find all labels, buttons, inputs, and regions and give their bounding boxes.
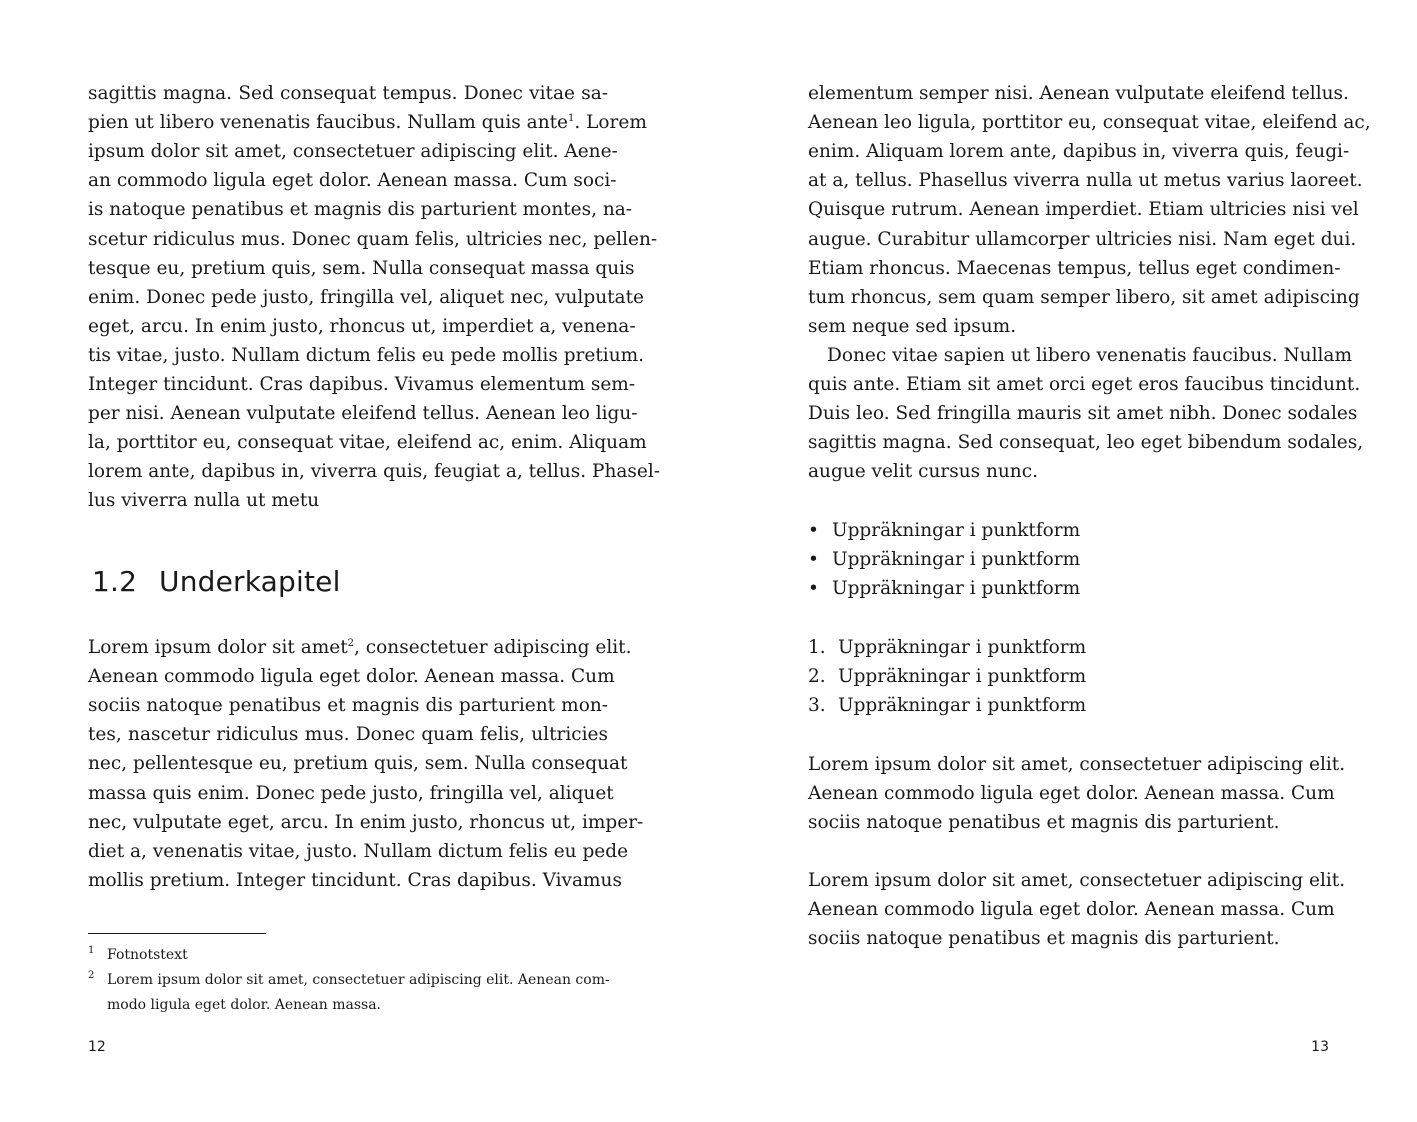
footnote-text: Lorem ipsum dolor sit amet, consectetuer adipiscing elit. Aenean com- (107, 972, 610, 988)
footnote-reference[interactable]: 1 (568, 112, 575, 124)
text-line: Duis leo. Sed fringilla mauris sit amet nibh. Donec sodales (808, 403, 1358, 425)
text-line: sociis natoque penatibus et magnis dis parturient mon- (88, 695, 608, 717)
text-line: Aenean commodo ligula eget dolor. Aenean massa. Cum (808, 899, 1335, 921)
bullet-icon: • (808, 549, 819, 570)
text-line: tum rhoncus, sem quam semper libero, sit amet adipiscing (808, 286, 1360, 308)
text-line: tis vitae, justo. Nullam dictum felis eu pede mollis pretium. (88, 344, 645, 366)
text-line: pien ut libero venenatis faucibus. Nullam quis ante$^1$. Lorem (88, 112, 647, 134)
text-line: enim. Donec pede justo, fringilla vel, aliquet nec, vulputate (88, 286, 644, 308)
text-line: enim. Aliquam lorem ante, dapibus in, viverra quis, feugi- (808, 141, 1350, 163)
text-line: is natoque penatibus et magnis dis parturient montes, na- (88, 199, 633, 221)
text-line: sagittis magna. Sed consequat tempus. Donec vitae sa- (88, 83, 608, 104)
text-line: tesque eu, pretium quis, sem. Nulla consequat massa quis (88, 257, 635, 279)
text-line: per nisi. Aenean vulputate eleifend tellus. Aenean leo ligu- (88, 403, 638, 425)
section-heading (92, 565, 341, 598)
footnote-text: modo ligula eget dolor. Aenean massa. (107, 997, 382, 1013)
text-line: sagittis magna. Sed consequat, leo eget bibendum sodales, (808, 432, 1364, 454)
footnote-text: Fotnotstext (107, 947, 188, 963)
text-line: Lorem ipsum dolor sit amet, consectetuer adipiscing elit. (808, 754, 1346, 775)
text-line: elementum semper nisi. Aenean vulputate eleifend tellus. (808, 83, 1349, 104)
text-line: mollis pretium. Integer tincidunt. Cras dapibus. Vivamus (88, 869, 622, 891)
text-line: Aenean commodo ligula eget dolor. Aenean massa. Cum (808, 783, 1335, 805)
text-line: an commodo ligula eget dolor. Aenean massa. Cum soci- (88, 170, 617, 192)
left-page (0, 0, 708, 1122)
text-line: Integer tincidunt. Cras dapibus. Vivamus elementum sem- (88, 374, 636, 395)
footnote-mark: 1 (88, 945, 95, 956)
bullet-icon: • (808, 578, 819, 599)
text-line: eget, arcu. In enim justo, rhoncus ut, imperdiet a, venena- (88, 315, 636, 337)
section-number: 1.2 (92, 565, 138, 598)
text-line: lus viverra nulla ut metu (88, 490, 320, 512)
text-line: Lorem ipsum dolor sit amet, consectetuer adipiscing elit. (808, 870, 1346, 891)
text-line: diet a, venenatis vitae, justo. Nullam dictum felis eu pede (88, 840, 629, 862)
text-line: Quisque rutrum. Aenean imperdiet. Etiam ultricies nisi vel (808, 199, 1359, 221)
text-line: at a, tellus. Phasellus viverra nulla ut metus varius laoreet. (808, 170, 1363, 192)
text-line: lorem ante, dapibus in, viverra quis, feugiat a, tellus. Phasel- (88, 461, 661, 483)
text-line: scetur ridiculus mus. Donec quam felis, ultricies nec, pellen- (88, 228, 658, 250)
text-line: augue velit cursus nunc. (808, 461, 1038, 483)
footnote-reference[interactable]: 2 (347, 637, 355, 649)
text-line: la, porttitor eu, consequat vitae, eleifend ac, enim. Aliquam (88, 432, 647, 454)
text-line: Aenean commodo ligula eget dolor. Aenean massa. Cum (88, 666, 615, 688)
text-line: tes, nascetur ridiculus mus. Donec quam felis, ultricies (88, 724, 608, 746)
text-line: sociis natoque penatibus et magnis dis parturient. (808, 928, 1280, 950)
page-number-left: 12 (88, 1039, 106, 1055)
text-line: sociis natoque penatibus et magnis dis parturient. (808, 812, 1280, 834)
page-number-right: 13 (1311, 1039, 1329, 1055)
text-line: Etiam rhoncus. Maecenas tempus, tellus eget condimen- (808, 257, 1341, 279)
footnote-mark: 2 (88, 970, 95, 981)
text-line: nec, pellentesque eu, pretium quis, sem. Nulla consequat (88, 753, 628, 775)
text-line: massa quis enim. Donec pede justo, fringilla vel, aliquet (88, 782, 614, 804)
text-line: augue. Curabitur ullamcorper ultricies nisi. Nam eget dui. (808, 228, 1357, 250)
text-line: quis ante. Etiam sit amet orci eget eros faucibus tincidunt. (808, 374, 1361, 396)
section-title: Underkapitel (159, 565, 341, 598)
text-line: ipsum dolor sit amet, consectetuer adipiscing elit. Aene- (88, 141, 618, 163)
text-line: Aenean leo ligula, porttitor eu, consequat vitae, eleifend ac, (808, 112, 1371, 134)
text-line: sem neque sed ipsum. (808, 315, 1017, 337)
text-line: Donec vitae sapien ut libero venenatis faucibus. Nullam (827, 345, 1353, 366)
bullet-icon: • (808, 520, 819, 541)
text-line: nec, vulputate eget, arcu. In enim justo, rhoncus ut, imper- (88, 811, 644, 833)
text-line: Lorem ipsum dolor sit amet$^2$, consectetuer adipiscing elit. (88, 637, 632, 658)
footnote-rule (88, 933, 266, 934)
right-page: elementum semper nisi. Aenean vulputate eleifend tellus. Aenean leo ligula, porttitor eu, consequat vitae, eleifend ac, enim. Aliquam lorem ante, dapibus in, viverra quis, feugi- at a, tellus. Phasellus viverra nulla ut metus varius laoreet. Quisque rutrum. Aenean imperdiet. Etiam ultricies nisi vel augue. Curabitur ullamcorper ultricies nisi. Nam eget dui. Etiam rhoncus. Maecenas tempus, tellus eget condimen- tum rhoncus, sem quam semper libero, sit amet adipiscing sem neque sed ipsum. Donec vitae sapien ut libero venenatis faucibus. Nullam quis ante. Etiam sit amet orci eget eros faucibus tincidunt. Duis leo. Sed fringilla mauris sit amet nibh. Donec sodales sagittis magna. Sed consequat, leo eget bibendum sodales, augue velit cursus nunc. • Uppräkningar i punktform • Uppräkningar i punktform • Uppräkningar i punktform 1. Uppräkningar i punktform 2. Uppräkningar i punktform 3. Uppräkningar i punktform Lorem ipsum dolor sit amet, consectetuer adipiscing elit. Aenean commodo ligula eget dolor. Aenean massa. Cum sociis natoque penatibus et magnis dis parturient. Lorem ipsum dolor sit amet, consectetuer adipiscing elit. Aenean commodo ligula eget dolor. Aenean massa. Cum sociis natoque penatibus et magnis dis parturient. 13 (709, 0, 1417, 1122)
